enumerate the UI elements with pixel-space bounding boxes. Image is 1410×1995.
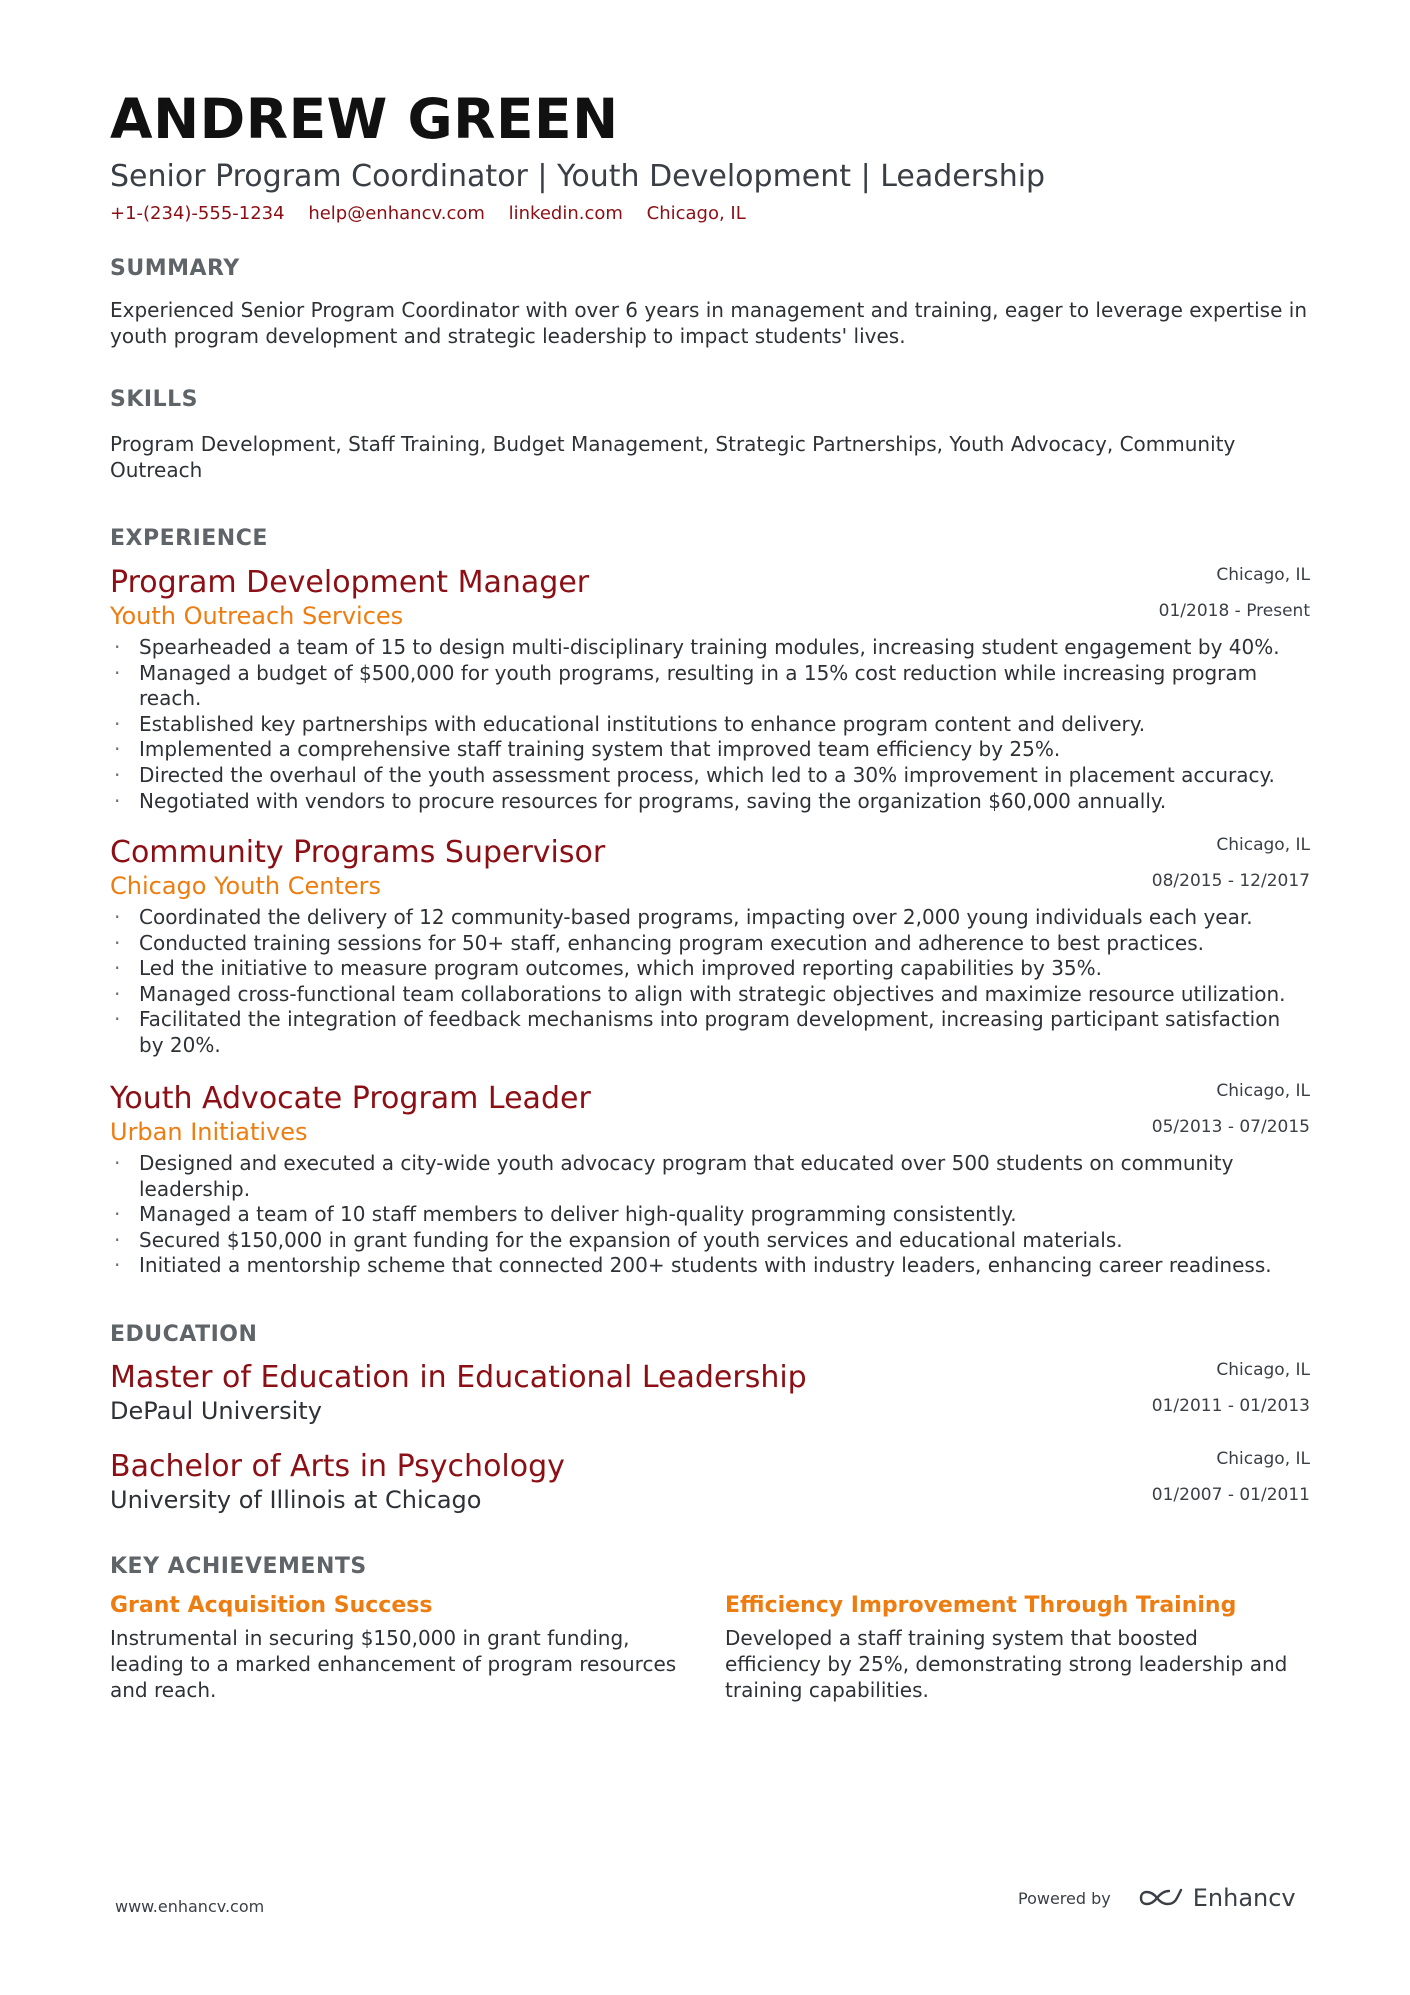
bullet-item: · Facilitated the integration of feedback mechanisms into program development, increasing participant satisfaction by 20%. [110,1007,1310,1058]
achievement-text: Developed a staff training system that boosted efficiency by 25%, demonstrating strong leadership and training capabilities. [725,1626,1288,1702]
job-bullets [110,635,1310,814]
bullet-item: · Spearheaded a team of 15 to design multi-disciplinary training modules, increasing student engagement by 40%. [110,635,1310,661]
bullet-item: · Negotiated with vendors to procure resources for programs, saving the organization $60,000 annually. [110,789,1310,815]
degree-title: Master of Education in Educational Leadership [110,1360,807,1395]
contact-location: Chicago, IL [646,203,746,224]
school-name: University of Illinois at Chicago [110,1486,482,1514]
education-heading: EDUCATION [110,1322,258,1347]
job-title: Community Programs Supervisor [110,835,606,870]
bullet-item: · Designed and executed a city-wide youth advocacy program that educated over 500 students on community leadership. [110,1151,1310,1202]
bullet-item: · Initiated a mentorship scheme that connected 200+ students with industry leaders, enhancing career readiness. [110,1253,1310,1279]
school-location: Chicago, IL [1216,1449,1310,1469]
job-dates: 01/2018 - Present [1158,601,1310,621]
bullet-item: · Coordinated the delivery of 12 community-based programs, impacting over 2,000 young individuals each year. [110,905,1310,931]
education-entry [110,1449,1310,1515]
bullet-item: · Directed the overhaul of the youth assessment process, which led to a 30% improvement in placement accuracy. [110,763,1310,789]
school-location: Chicago, IL [1216,1360,1310,1380]
job-company: Chicago Youth Centers [110,872,381,900]
school-dates: 01/2007 - 01/2011 [1151,1485,1310,1505]
achievement-title: Grant Acquisition Success [110,1593,433,1618]
job-bullets [110,905,1310,1059]
school-dates: 01/2011 - 01/2013 [1151,1396,1310,1416]
bullet-item: · Managed a team of 10 staff members to deliver high-quality programming consistently. [110,1202,1310,1228]
summary-text: Experienced Senior Program Coordinator with over 6 years in management and training, eager to leverage expertise in youth program development and strategic leadership to impact students' lives. [110,298,1307,348]
candidate-name: ANDREW GREEN [110,87,619,151]
brand-name: Enhancv [1192,1884,1296,1912]
contact-email[interactable]: help@enhancv.com [308,203,485,224]
job-title: Program Development Manager [110,565,590,600]
resume-header [110,87,1310,224]
skills-heading: SKILLS [110,387,198,412]
achievement-item [725,1591,1295,1703]
achievement-item [110,1591,680,1703]
job-company: Youth Outreach Services [110,602,404,630]
job-dates: 05/2013 - 07/2015 [1151,1117,1310,1137]
job-location: Chicago, IL [1216,835,1310,855]
experience-heading: EXPERIENCE [110,526,268,551]
infinity-icon [1137,1886,1183,1910]
bullet-item: · Implemented a comprehensive staff training system that improved team efficiency by 25%. [110,737,1310,763]
experience-entry [110,565,1310,814]
experience-entry [110,835,1310,1059]
bullet-item: · Managed cross-functional team collaborations to align with strategic objectives and maximize resource utilization. [110,982,1310,1008]
degree-title: Bachelor of Arts in Psychology [110,1449,565,1484]
education-entry [110,1360,1310,1426]
footer-website[interactable]: www.enhancv.com [115,1897,265,1916]
bullet-item: · Secured $150,000 in grant funding for the expansion of youth services and educational materials. [110,1228,1310,1254]
job-location: Chicago, IL [1216,1081,1310,1101]
summary-heading: SUMMARY [110,256,240,281]
contact-line [110,203,1310,224]
achievement-title: Efficiency Improvement Through Training [725,1593,1237,1618]
school-name: DePaul University [110,1397,322,1425]
experience-entry [110,1081,1310,1279]
skills-text: Program Development, Staff Training, Budget Management, Strategic Partnerships, Youth Advocacy, Community Outreach [110,432,1236,482]
job-company: Urban Initiatives [110,1118,308,1146]
job-title: Youth Advocate Program Leader [110,1081,591,1116]
job-bullets [110,1151,1310,1279]
bullet-item: · Managed a budget of $500,000 for youth programs, resulting in a 15% cost reduction while increasing program reach. [110,661,1310,712]
job-dates: 08/2015 - 12/2017 [1151,871,1310,891]
achievement-text: Instrumental in securing $150,000 in grant funding, leading to a marked enhancement of program resources and reach. [110,1626,677,1702]
candidate-headline: Senior Program Coordinator | Youth Development | Leadership [110,159,1046,194]
job-location: Chicago, IL [1216,565,1310,585]
bullet-item: · Established key partnerships with educational institutions to enhance program content and delivery. [110,712,1310,738]
bullet-item: · Conducted training sessions for 50+ staff, enhancing program execution and adherence to best practices. [110,931,1310,957]
enhancv-logo[interactable] [1137,1884,1296,1912]
contact-phone[interactable]: +1-(234)-555-1234 [110,203,285,224]
bullet-item: · Led the initiative to measure program outcomes, which improved reporting capabilities by 35%. [110,956,1310,982]
powered-by-label: Powered by [1018,1888,1111,1908]
contact-linkedin[interactable]: linkedin.com [508,203,623,224]
footer-branding [1018,1884,1296,1912]
achievements-heading: KEY ACHIEVEMENTS [110,1554,367,1579]
